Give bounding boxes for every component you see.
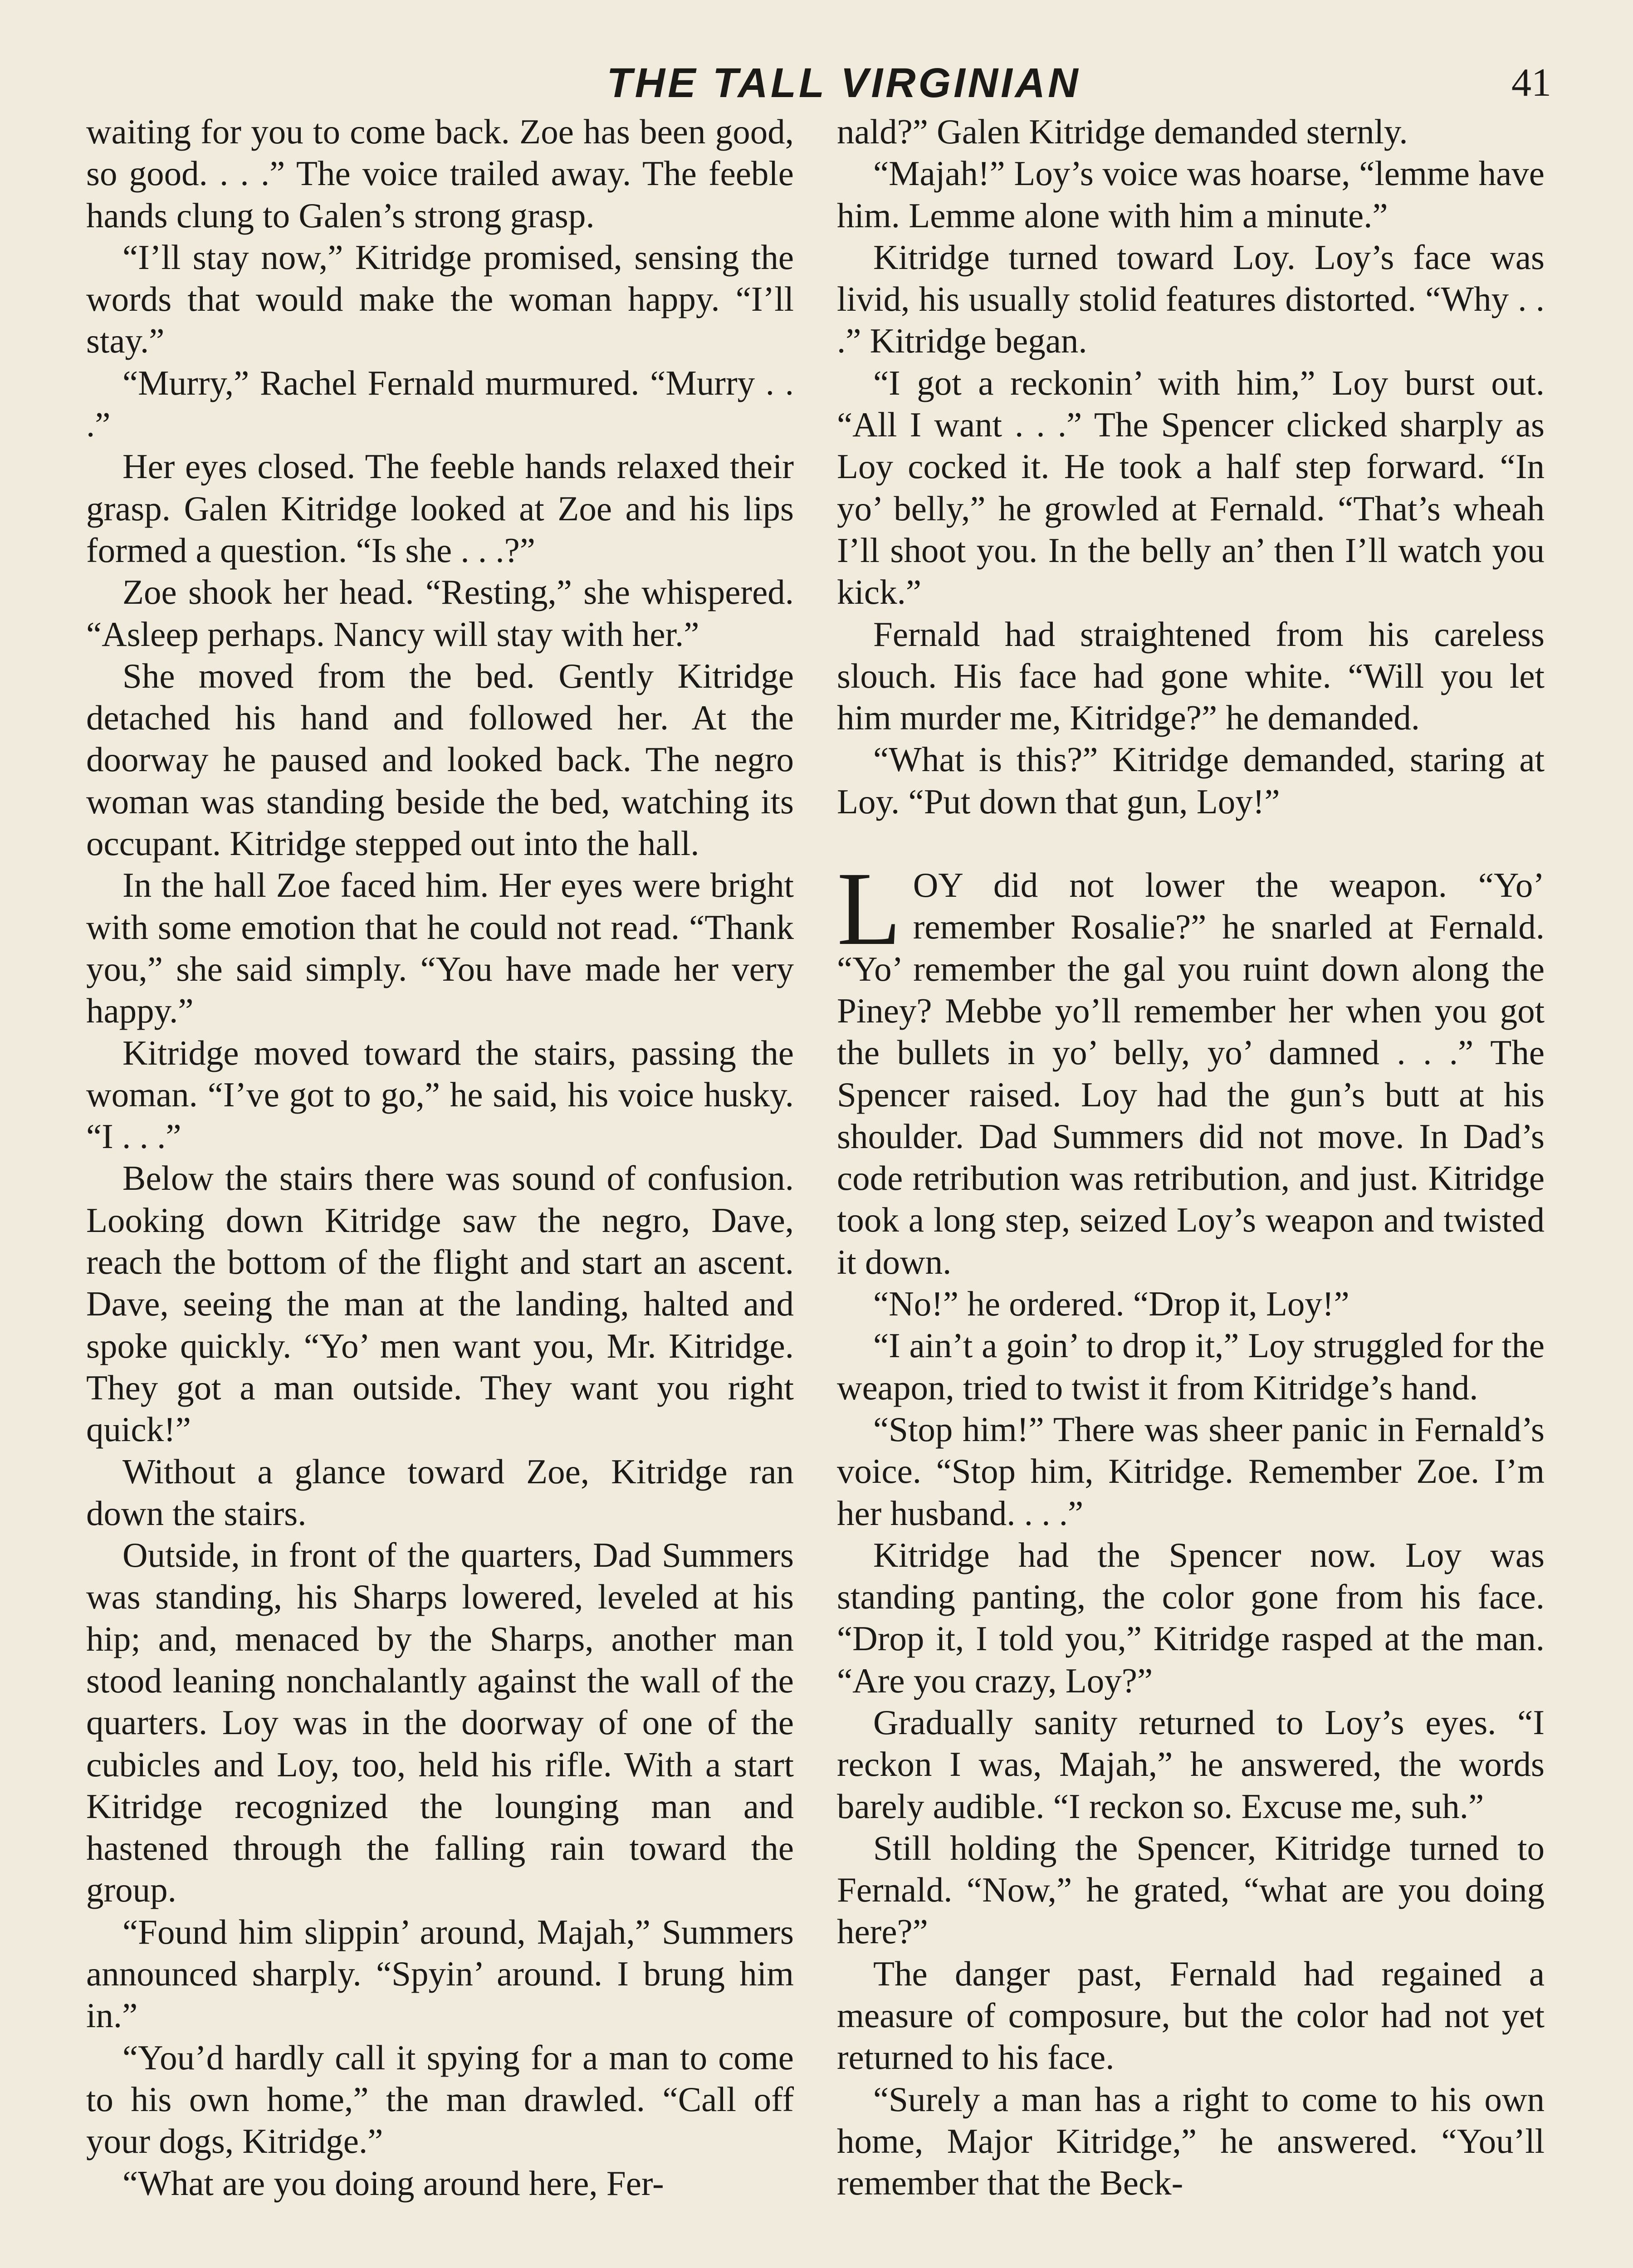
drop-cap: L [837,850,901,968]
paragraph: “Found him slippin’ around, Majah,” Summers announced sharply. “Spyin’ around. I brung him in.” [86,1912,794,2035]
page-header [0,54,1633,112]
paragraph: “Murry,” Rachel Fernald murmured. “Murry . . .” [86,363,794,445]
paragraph: Zoe shook her head. “Resting,” she whispered. “Asleep perhaps. Nancy will stay with her.” [86,572,794,654]
right-column [837,111,1545,2204]
paragraph: Outside, in front of the quarters, Dad Summers was standing, his Sharps lowered, leveled at his hip; and, menaced by the Sharps, another man stood leaning nonchalantly against the wall of the quarters. Loy was in the doorway of one of the cubicles and Loy, too, held his rifle. With a start Kitridge recognized the lounging man and hastened through the falling rain toward the group. [86,1535,794,1910]
left-column [86,111,794,2204]
page-number: 41 [1511,61,1551,105]
paragraph: “I got a reckonin’ with him,” Loy burst out. “All I want . . .” The Spencer clicked sharply as Loy cocked it. He took a half step forward. “In yo’ belly,” he growled at Fernald. “That’s wheah I’ll shoot you. In the belly an’ then I’ll watch you kick.” [837,363,1545,612]
paragraph: Gradually sanity returned to Loy’s eyes. “I reckon I was, Majah,” he answered, the words barely audible. “I reckon so. Excuse me, suh.” [837,1702,1545,1826]
paragraph: “You’d hardly call it spying for a man to come to his own home,” the man drawled. “Call off your dogs, Kitridge.” [86,2038,794,2161]
paragraph: Kitridge had the Spencer now. Loy was standing panting, the color gone from his face. “Drop it, I told you,” Kitridge rasped at the man. “Are you crazy, Loy?” [837,1535,1545,1700]
paragraph: Kitridge turned toward Loy. Loy’s face was livid, his usually stolid features distorted. “Why . . .” Kitridge began. [837,237,1545,361]
paragraph: Below the stairs there was sound of confusion. Looking down Kitridge saw the negro, Dave, reach the bottom of the flight and start an ascent. Dave, seeing the man at the landing, halted and spoke quickly. “Yo’ men want you, Mr. Kitridge. They got a man outside. They want you right quick!” [86,1158,794,1449]
paragraph: Without a glance toward Zoe, Kitridge ran down the stairs. [86,1452,794,1533]
paragraph: “I ain’t a goin’ to drop it,” Loy struggled for the weapon, tried to twist it from Kitridge’s hand. [837,1326,1545,1407]
paragraph: “What are you doing around here, Fer- [122,2163,664,2203]
paragraph: “Surely a man has a right to come to his own home, Major Kitridge,” he answered. “You’ll remember that the Beck- [837,2079,1545,2203]
paragraph: Still holding the Spencer, Kitridge turned to Fernald. “Now,” he grated, “what are you doing here?” [837,1828,1545,1951]
section-opening-paragraph [837,850,1545,1283]
paragraph: “No!” he ordered. “Drop it, Loy!” [873,1284,1349,1324]
paragraph: “What is this?” Kitridge demanded, staring at Loy. “Put down that gun, Loy!” [837,740,1545,821]
paragraph: nald?” Galen Kitridge demanded sternly. [837,112,1408,151]
paragraph: “Majah!” Loy’s voice was hoarse, “lemme have him. Lemme alone with him a minute.” [837,154,1545,235]
paragraph: Kitridge moved toward the stairs, passing the woman. “I’ve got to go,” he said, his voice husky. “I . . .” [86,1033,794,1156]
paragraph: “Stop him!” There was sheer panic in Fernald’s voice. “Stop him, Kitridge. Remember Zoe. I’m her husband. . . .” [837,1409,1545,1533]
running-title: THE TALL VIRGINIAN [606,60,1081,106]
paragraph: Her eyes closed. The feeble hands relaxed their grasp. Galen Kitridge looked at Zoe and his lips formed a question. “Is she . . .?” [86,447,794,570]
paragraph: In the hall Zoe faced him. Her eyes were bright with some emotion that he could not read. “Thank you,” she said simply. “You have made her very happy.” [86,865,794,1031]
paragraph: “I’ll stay now,” Kitridge promised, sensing the words that would make the woman happy. “I’ll stay.” [86,237,794,361]
drop-cap-paragraph-text: OY did not lower the weapon. “Yo’ remember Rosalie?” he snarled at Fernald. “Yo’ remember the gal you ruint down along the Piney? Mebbe yo’ll remember her when you got the bullets in yo’ belly, yo’ damned . . .” The Spencer raised. Loy had the gun’s butt at his shoulder. Dad Summers did not move. In Dad’s code retribution was retribution, and just. Kitridge took a long step, seized Loy’s weapon and twisted it down. [837,865,1545,1281]
paragraph: waiting for you to come back. Zoe has been good, so good. . . .” The voice trailed away. The feeble hands clung to Galen’s strong grasp. [86,112,794,235]
paragraph: She moved from the bed. Gently Kitridge detached his hand and followed her. At the doorway he paused and looked back. The negro woman was standing beside the bed, watching its occupant. Kitridge stepped out into the hall. [86,656,794,863]
paragraph: The danger past, Fernald had regained a measure of composure, but the color had not yet returned to his face. [837,1954,1545,2077]
paragraph: Fernald had straightened from his careless slouch. His face had gone white. “Will you let him murder me, Kitridge?” he demanded. [837,614,1545,738]
